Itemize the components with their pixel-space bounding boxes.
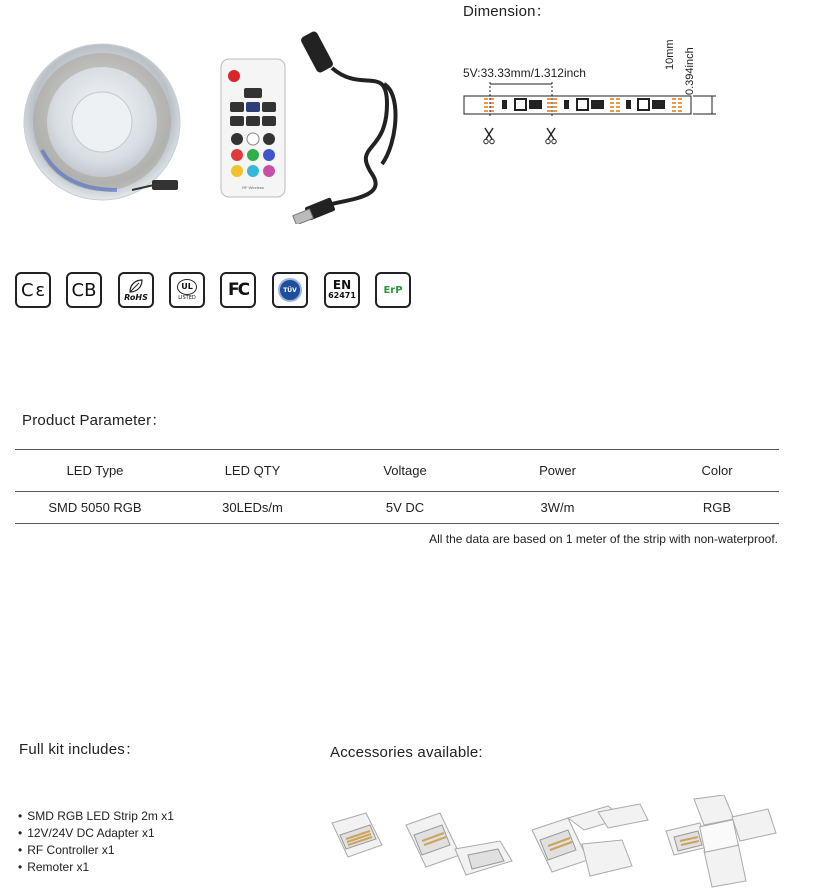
rohs-text: RoHS <box>124 293 148 302</box>
rf-remote-image <box>220 58 286 198</box>
ce-mark-icon: C ε <box>15 272 51 308</box>
full-kit-heading: Full kit includes： <box>19 741 141 758</box>
list-item: • Remoter x1 <box>18 859 174 876</box>
column-header: Color <box>701 463 733 478</box>
ul-listed-icon: UL LISTED <box>169 272 205 308</box>
table-cell: SMD 5050 RGB <box>48 500 142 515</box>
column-header: LED Type <box>66 463 124 478</box>
en-number-text: 62471 <box>328 291 356 300</box>
parameter-table <box>15 449 779 524</box>
usb-controller-cable-image <box>292 24 414 224</box>
product-parameter-heading: Product Parameter： <box>22 412 167 429</box>
tuv-icon: TÜV <box>272 272 308 308</box>
table-cell: 3W/m <box>540 500 575 515</box>
table-cell: 30LEDs/m <box>222 500 283 515</box>
en-text: EN <box>332 278 352 292</box>
rohs-icon <box>118 272 154 308</box>
column-header: Voltage <box>383 463 427 478</box>
parameter-note: All the data are based on 1 meter of the strip with non-waterproof. <box>429 532 778 546</box>
scissors-icon <box>483 127 495 145</box>
l-connector-image <box>400 805 515 885</box>
accessories-heading: Accessories available: <box>330 744 483 761</box>
cb-mark-icon: CB <box>66 272 102 308</box>
table-row <box>15 492 779 523</box>
list-item: • RF Controller x1 <box>18 842 174 859</box>
en-62471-icon <box>324 272 360 308</box>
table-header-row <box>15 450 779 491</box>
kit-list <box>18 808 174 876</box>
strip-width-inch-label: 0.394inch <box>684 47 696 95</box>
table-cell: 5V DC <box>385 500 425 515</box>
list-item: • SMD RGB LED Strip 2m x1 <box>18 808 174 825</box>
segment-length-label: 5V:33.33mm/1.312inch <box>463 66 586 80</box>
straight-connector-image <box>326 805 386 875</box>
list-item: • 12V/24V DC Adapter x1 <box>18 825 174 842</box>
remote-brand-text: RF Wireless <box>242 185 264 190</box>
fcc-icon: FC <box>220 272 256 308</box>
strip-dimension-diagram <box>460 82 720 152</box>
led-strip-reel-image <box>22 40 192 210</box>
column-header: Power <box>539 463 576 478</box>
erp-text: ErP <box>383 284 403 296</box>
scissors-icon <box>545 127 557 145</box>
cross-connector-image <box>664 795 779 890</box>
dimension-heading: Dimension： <box>463 3 551 20</box>
strip-width-mm-label: 10mm <box>664 39 676 70</box>
erp-icon <box>375 272 411 308</box>
ul-listed-text: LISTED <box>178 294 196 301</box>
table-cell: RGB <box>702 500 732 515</box>
t-connector-image <box>528 800 653 890</box>
column-header: LED QTY <box>224 463 281 478</box>
